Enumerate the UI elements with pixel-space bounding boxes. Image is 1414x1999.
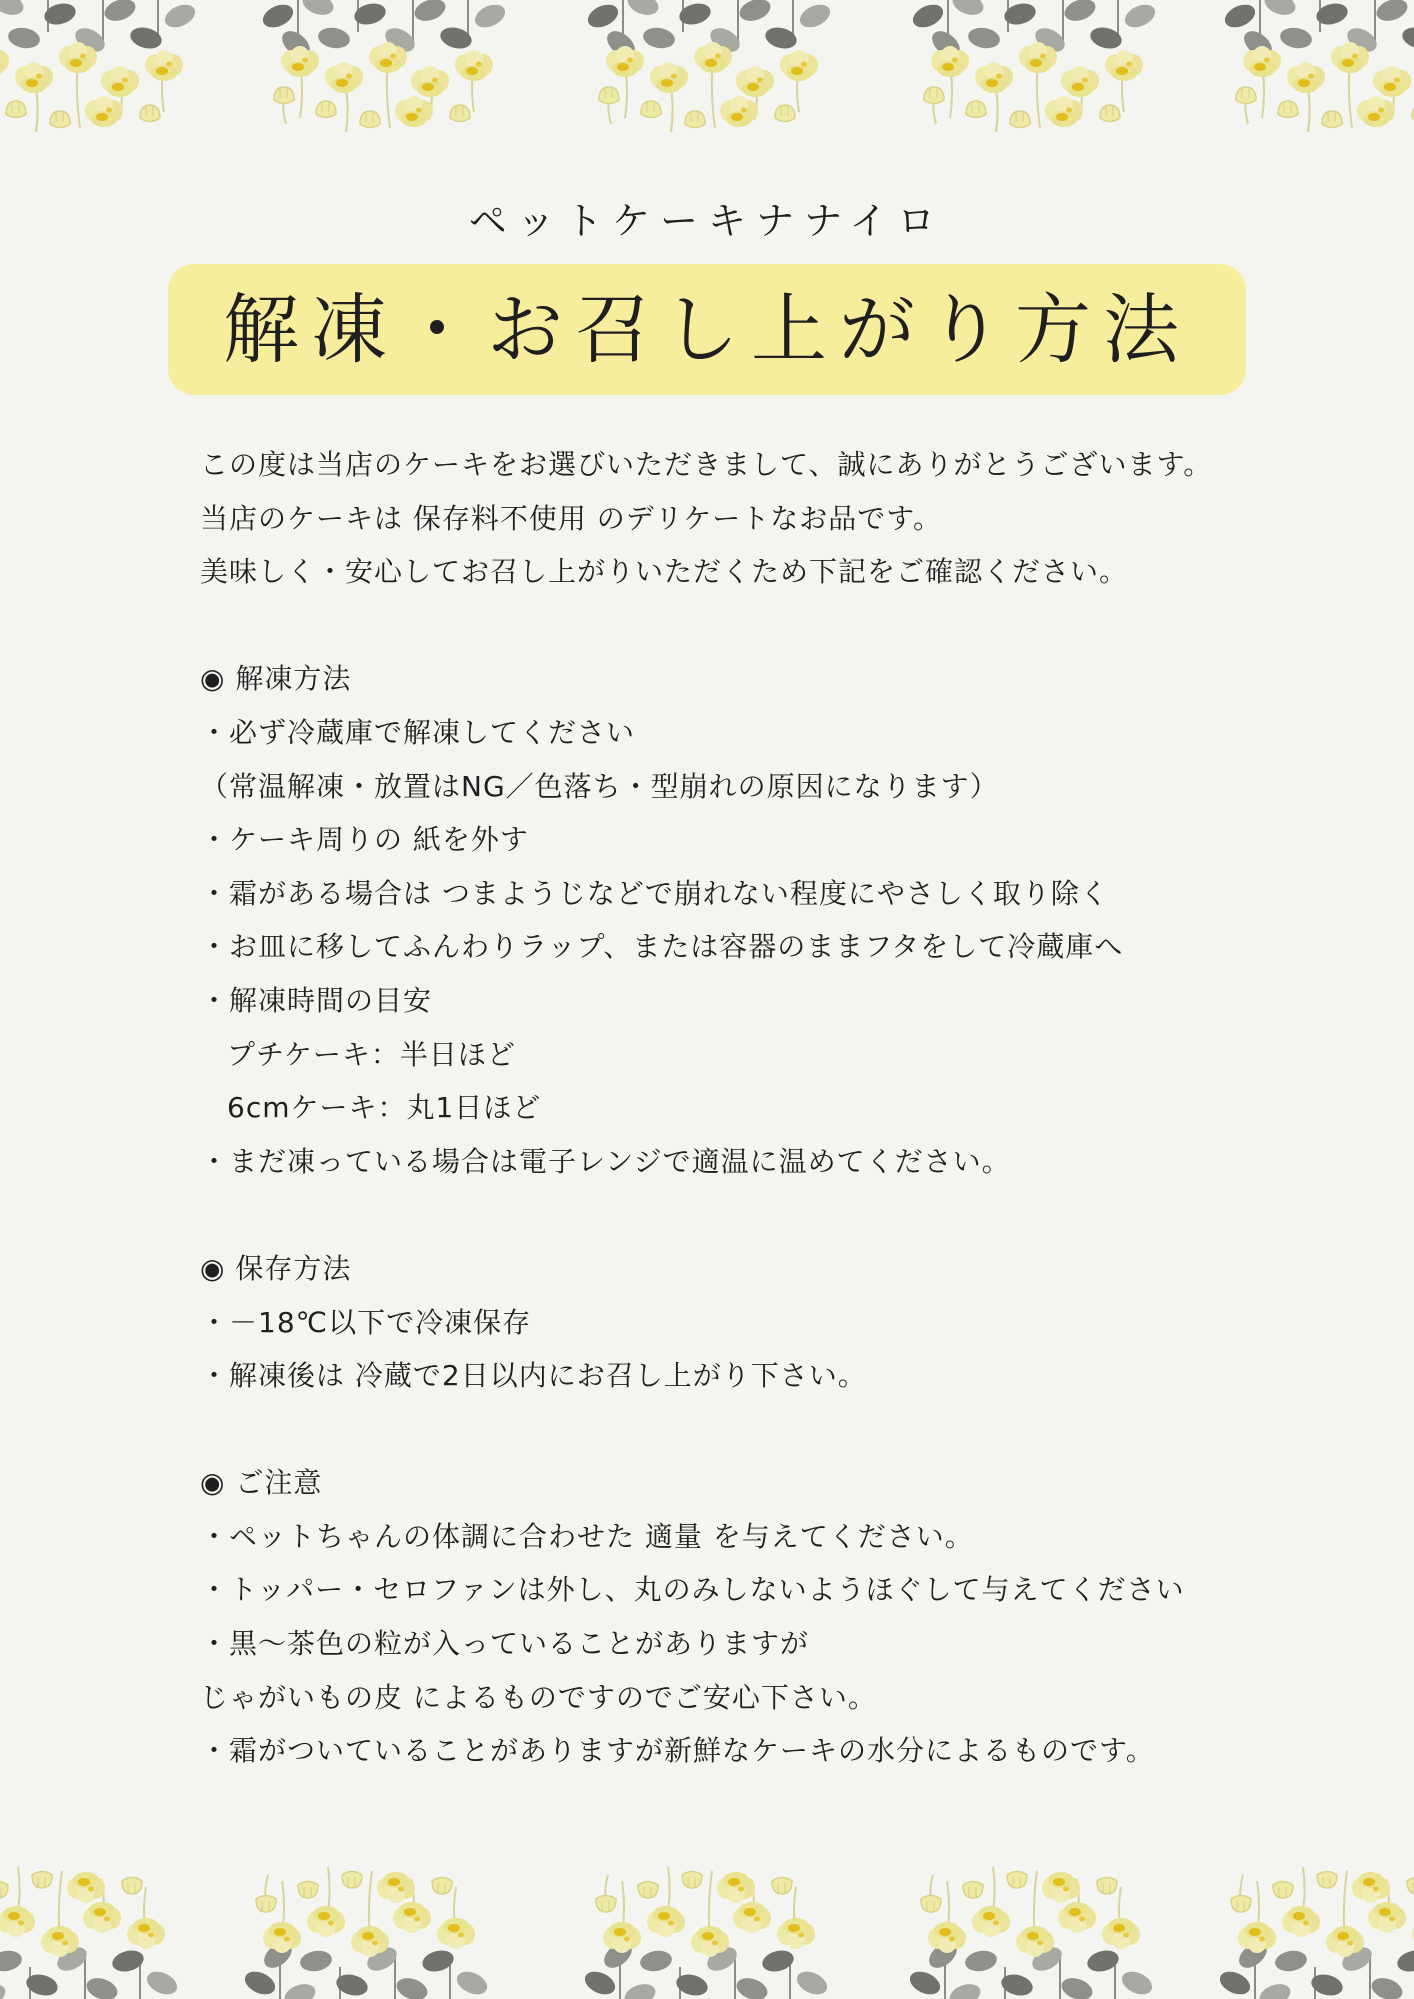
- intro-line: 美味しく・安心してお召し上がりいただくため下記をご確認ください。: [200, 555, 1129, 589]
- list-item: ・お皿に移してふんわりラップ、または容器のままフタをして冷蔵庫へ: [200, 930, 1124, 964]
- bottom-flower-border: [0, 1836, 1414, 1999]
- section-storage: [200, 1242, 1380, 1403]
- section-heading: ◉ 解凍方法: [200, 662, 352, 696]
- intro-line: この度は当店のケーキをお選びいただきまして、誠にありがとうございます。: [200, 448, 1213, 481]
- list-item: ・ペットちゃんの体調に合わせた 適量 を与えてください。: [200, 1519, 974, 1553]
- page-title: 解凍・お召し上がり方法: [223, 284, 1191, 374]
- title-banner: [168, 264, 1246, 395]
- intro-line: 当店のケーキは 保存料不使用 のデリケートなお品です。: [200, 501, 943, 535]
- section-heading: ◉ 保存方法: [200, 1251, 352, 1285]
- list-item: ・霜がある場合は つまようじなどで崩れない程度にやさしく取り除く: [200, 876, 1109, 910]
- instructions: [200, 438, 1380, 1778]
- list-item: ・－18℃以下で冷凍保存: [200, 1305, 532, 1339]
- list-item: ・解凍時間の目安: [200, 983, 433, 1017]
- list-item: ・黒～茶色の粒が入っていることがありますが: [200, 1627, 810, 1661]
- list-item: ・必ず冷蔵庫で解凍してください: [200, 715, 636, 749]
- list-sub-item: 6cmケーキ：丸1日ほど: [227, 1091, 542, 1125]
- list-item: ・まだ凍っている場合は電子レンジで適温に温めてください。: [200, 1144, 1011, 1178]
- list-item: ・ケーキ周りの 紙を外す: [200, 823, 529, 857]
- section-heading: ◉ ご注意: [200, 1466, 323, 1500]
- section-notes: [200, 1456, 1380, 1778]
- intro: [200, 438, 1380, 599]
- list-sub-item: プチケーキ：半日ほど: [227, 1037, 516, 1071]
- list-item: ・霜がついていることがありますが新鮮なケーキの水分によるものです。: [200, 1734, 1155, 1768]
- list-item: ・解凍後は 冷蔵で2日以内にお召し上がり下さい。: [200, 1359, 867, 1393]
- top-flower-border: [0, 0, 1414, 160]
- list-item: （常温解凍・放置はNG／色落ち・型崩れの原因になります）: [200, 769, 999, 803]
- list-item: じゃがいもの皮 によるものですのでご安心下さい。: [200, 1680, 877, 1714]
- section-thawing: [200, 652, 1380, 1188]
- list-item: ・トッパー・セロファンは外し、丸のみしないようほぐして与えてください: [200, 1573, 1185, 1607]
- shop-name: ペットケーキナナイロ: [468, 199, 946, 243]
